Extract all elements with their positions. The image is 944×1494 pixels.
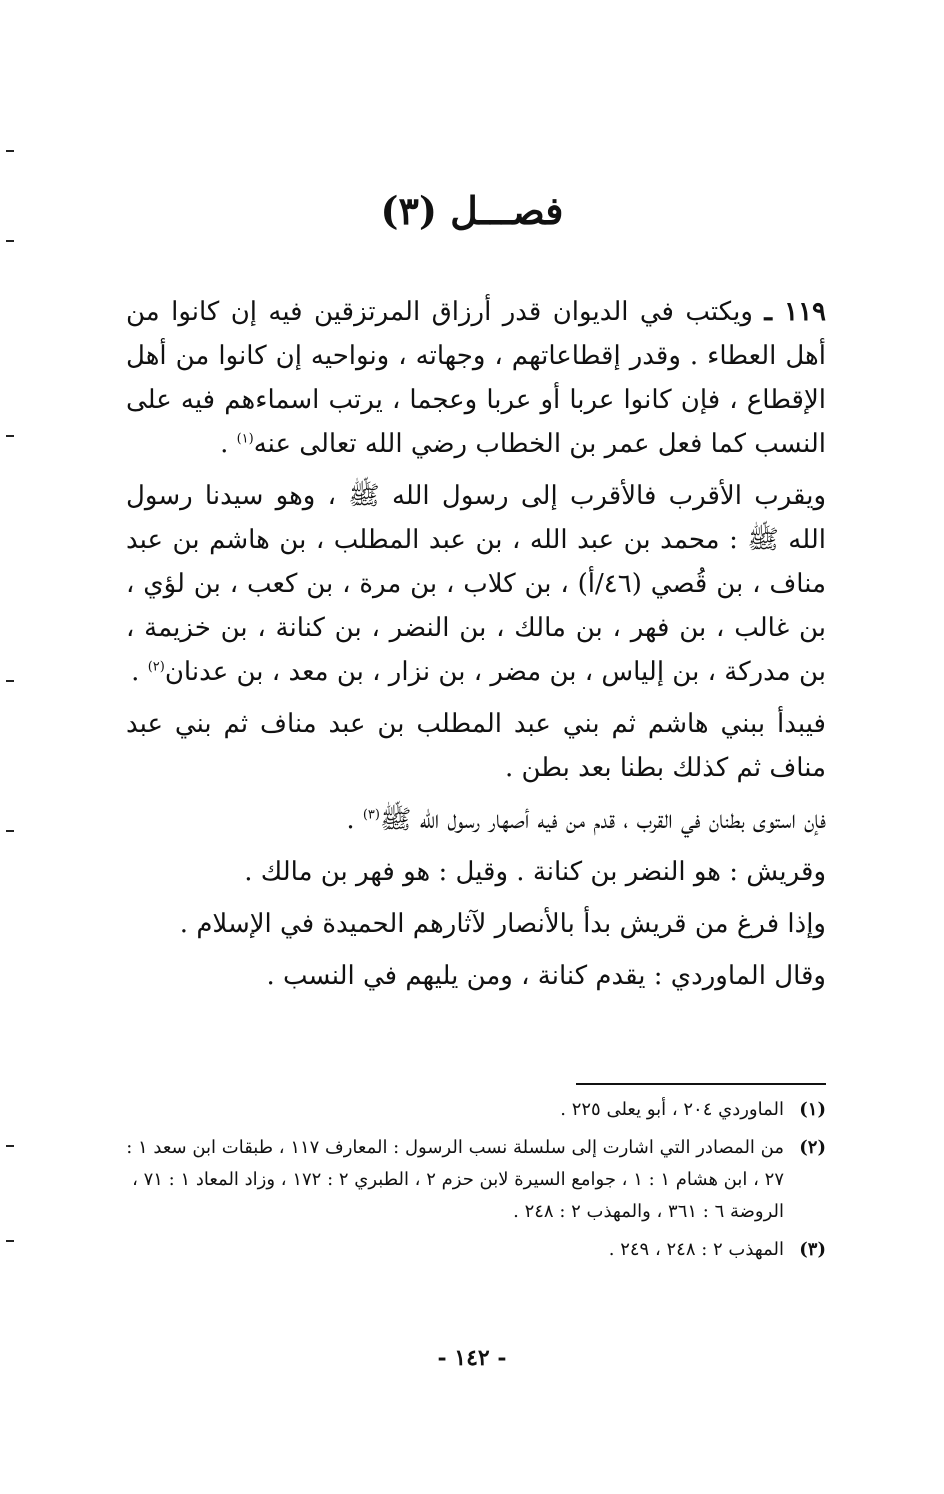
margin-mark — [6, 150, 14, 152]
paragraph — [126, 850, 826, 894]
margin-mark — [6, 240, 14, 242]
paragraph-text: ويكتب في الديوان قدر أرزاق المرتزقين فيه إن كانوا من أهل العطاء . وقدر إقطاعاتهم ، وجهاته ، ونواحيه إن كانوا من أهل الإقطاع ، فإن كانوا عربا أو عربا وعجما ، يرتب اسماءهم فيه على النسب كما فعل عمر بن الخطاب رضي الله تعالى عنه — [126, 297, 826, 459]
section-heading: فصـــل (٣) — [380, 188, 564, 233]
margin-mark — [6, 680, 14, 682]
paragraph — [126, 902, 826, 946]
margin-mark — [6, 1145, 14, 1147]
footnote-text: الماوردي ٢٠٤ ، أبو يعلى ٢٢٥ . — [560, 1099, 784, 1120]
paragraph-text: فيبدأ ببني هاشم ثم بني عبد المطلب بن عبد مناف ثم بني عبد مناف ثم كذلك بطنا بعد بطن . — [126, 709, 826, 783]
footnote-item — [126, 1132, 826, 1228]
footnote-divider — [576, 1083, 826, 1085]
page-number: - ١٤٢ - — [437, 1345, 507, 1371]
margin-mark — [6, 435, 14, 437]
paragraph-number: ١١٩ ـ — [764, 297, 827, 327]
margin-mark — [6, 830, 14, 832]
footnote-number: (١) — [799, 1099, 826, 1120]
paragraph — [126, 702, 826, 790]
paragraph — [126, 798, 826, 842]
footnote-number: (٣) — [799, 1239, 826, 1260]
paragraph — [126, 474, 826, 694]
paragraph-text: وقريش : هو النضر بن كنانة . وقيل : هو فهر بن مالك . — [244, 857, 826, 887]
footnote-ref[interactable]: (٢) — [147, 659, 165, 675]
paragraph-text: فإن استوى بطنان في القرب ، قدم من فيه أصهار رسول الله ﷺ — [379, 805, 826, 835]
footnote-ref[interactable]: (٣) — [362, 807, 380, 823]
footnote-item — [126, 1094, 826, 1126]
paragraph-text: وقال الماوردي : يقدم كنانة ، ومن يليهم في النسب . — [266, 961, 826, 991]
paragraph-text: وإذا فرغ من قريش بدأ بالأنصار لآثارهم الحميدة في الإسلام . — [179, 909, 826, 939]
paragraph-text: ويقرب الأقرب فالأقرب إلى رسول الله ﷺ ، وهو سيدنا رسول الله ﷺ : محمد بن عبد الله ، بن عبد المطلب ، بن هاشم بن عبد مناف ، بن قُصي (٤٦/أ) ، بن كلاب ، بن مرة ، بن كعب ، بن لؤي ، بن غالب ، بن فهر ، بن مالك ، بن النضر ، بن كنانة ، بن خزيمة ، بن مدركة ، بن إلياس ، بن مضر ، بن نزار ، بن معد ، بن عدنان — [126, 481, 826, 687]
paragraph-tail: . — [131, 657, 148, 687]
paragraph — [126, 290, 826, 466]
footnote-ref[interactable]: (١) — [236, 431, 254, 447]
footnote-number: (٢) — [799, 1137, 826, 1158]
main-text — [126, 290, 826, 1006]
margin-mark — [6, 1240, 14, 1242]
paragraph — [126, 954, 826, 998]
footnotes — [126, 1094, 826, 1272]
footnote-item — [126, 1234, 826, 1266]
paragraph-tail: . — [346, 805, 363, 835]
footnote-text: من المصادر التي اشارت إلى سلسلة نسب الرسول : المعارف ١١٧ ، طبقات ابن سعد ١ : ٢٧ ، ابن هشام ١ : ١ ، جوامع السيرة لابن حزم ٢ ، الطبري ٢ : ١٧٢ ، وزاد المعاد ١ : ٧١ ، الروضة ٦ : ٣٦١ ، والمهذب ٢ : ٢٤٨ . — [126, 1137, 784, 1222]
paragraph-tail: . — [220, 429, 237, 459]
footnote-text: المهذب ٢ : ٢٤٨ ، ٢٤٩ . — [608, 1239, 784, 1260]
